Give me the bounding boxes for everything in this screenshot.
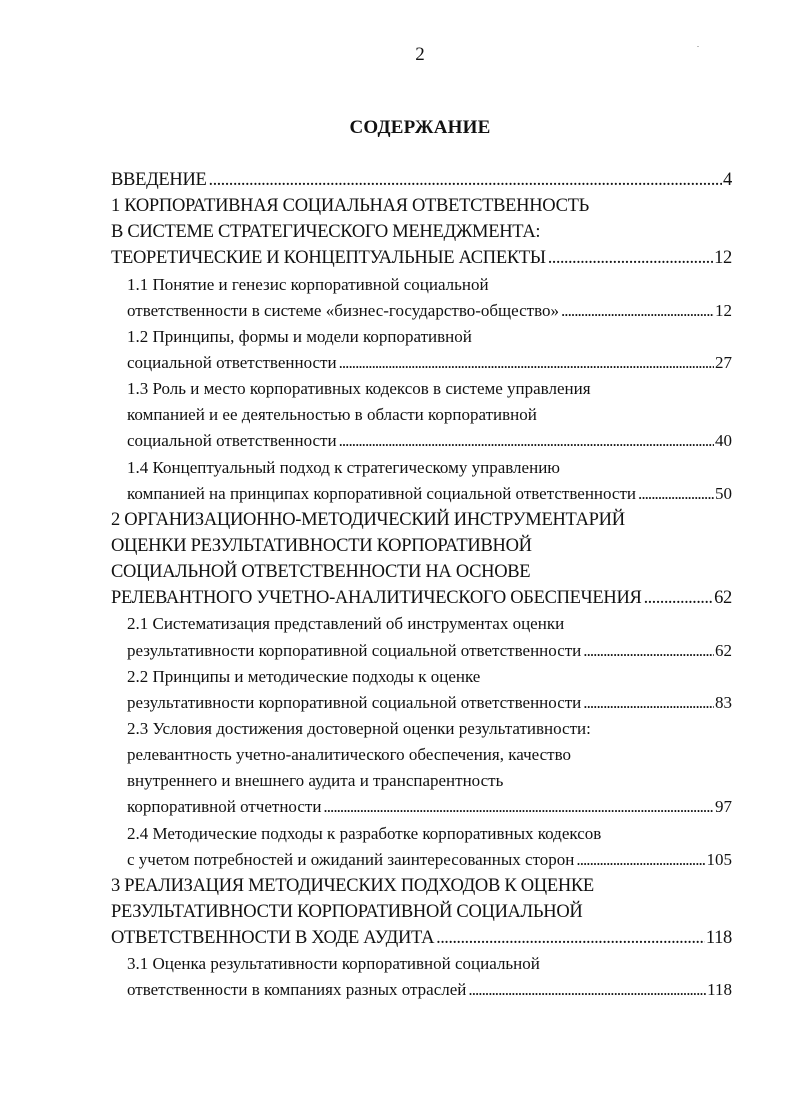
toc-page-number: 12 <box>714 248 732 269</box>
toc-page-number: 105 <box>706 849 732 869</box>
toc-chapter-line <box>111 925 732 951</box>
toc-page-number: 62 <box>714 588 732 609</box>
toc-entry-text: корпоративной отчетности <box>127 797 322 817</box>
toc-chapter-line <box>111 245 732 271</box>
toc-entry-text: ответственности в компаниях разных отраслей <box>127 980 467 1000</box>
toc-entry-text: РЕЛЕВАНТНОГО УЧЕТНО-АНАЛИТИЧЕСКОГО ОБЕСПЕЧЕНИЯ <box>111 588 642 609</box>
toc-entry-text: с учетом потребностей и ожиданий заинтересованных сторон <box>127 849 575 869</box>
toc-page-number: 118 <box>707 980 732 1000</box>
dot-leader <box>638 481 714 507</box>
toc-title: СОДЕРЖАНИЕ <box>349 117 491 138</box>
toc-entry-text: социальной ответственности <box>127 352 337 372</box>
toc-entry-text: ответственности в системе «бизнес-государство-общество» <box>127 300 559 320</box>
toc-subsection-line <box>111 298 732 324</box>
dot-leader <box>583 638 714 664</box>
toc-entry-text: ОТВЕТСТВЕННОСТИ В ХОДЕ АУДИТА <box>111 928 435 949</box>
toc-subsection-line: 2.1 Систематизация представлений об инструментах оценки <box>127 614 565 634</box>
toc-entry-text: ВВЕДЕНИЕ <box>111 170 207 190</box>
toc-subsection-line <box>111 847 732 873</box>
toc-entry-text: результативности корпоративной социальной ответственности <box>127 640 582 660</box>
toc-page-number: 4 <box>723 170 732 190</box>
toc-entry-text: результативности корпоративной социальной ответственности <box>127 692 582 712</box>
scan-speck: . <box>697 40 699 49</box>
toc-subsection-line: 1.4 Концептуальный подход к стратегическому управлению <box>127 457 560 477</box>
toc-entry-text: компанией на принципах корпоративной социальной ответственности <box>127 483 637 503</box>
toc-subsection-line <box>111 350 732 376</box>
dot-leader <box>468 977 706 1003</box>
toc-chapter-line: 3 РЕАЛИЗАЦИЯ МЕТОДИЧЕСКИХ ПОДХОДОВ К ОЦЕНКЕ <box>111 875 594 896</box>
dot-leader <box>323 794 714 820</box>
toc-chapter-line <box>111 167 732 193</box>
table-of-contents <box>111 167 732 1004</box>
toc-chapter-line: 1 КОРПОРАТИВНАЯ СОЦИАЛЬНАЯ ОТВЕТСТВЕННОСТЬ <box>111 196 589 217</box>
toc-subsection-line: 1.2 Принципы, формы и модели корпоративной <box>127 326 472 346</box>
dot-leader <box>561 298 714 324</box>
toc-page-number: 118 <box>705 928 732 949</box>
page-number: 2 <box>415 44 425 65</box>
toc-subsection-line: 2.3 Условия достижения достоверной оценки результативности: <box>127 718 591 738</box>
toc-page-number: 27 <box>715 352 732 372</box>
toc-chapter-line: 2 ОРГАНИЗАЦИОННО-МЕТОДИЧЕСКИЙ ИНСТРУМЕНТАРИЙ <box>111 509 625 530</box>
toc-chapter-line: В СИСТЕМЕ СТРАТЕГИЧЕСКОГО МЕНЕДЖМЕНТА: <box>111 222 541 243</box>
toc-subsection-line <box>111 794 732 820</box>
toc-subsection-line: релевантность учетно-аналитического обеспечения, качество <box>127 745 571 765</box>
toc-chapter-line <box>111 585 732 611</box>
toc-subsection-line: 1.3 Роль и место корпоративных кодексов в системе управления <box>127 379 591 399</box>
toc-entry-text: социальной ответственности <box>127 431 337 451</box>
toc-chapter-line: ОЦЕНКИ РЕЗУЛЬТАТИВНОСТИ КОРПОРАТИВНОЙ <box>111 535 532 556</box>
dot-leader <box>583 690 714 716</box>
dot-leader <box>209 167 723 193</box>
dot-leader <box>576 847 705 873</box>
dot-leader <box>339 350 714 376</box>
toc-page-number: 62 <box>715 640 732 660</box>
toc-page-number: 83 <box>715 692 732 712</box>
toc-subsection-line <box>111 481 732 507</box>
toc-subsection-line: 3.1 Оценка результативности корпоративной социальной <box>127 954 540 974</box>
toc-subsection-line <box>111 690 732 716</box>
toc-page-number: 97 <box>715 797 732 817</box>
dot-leader <box>644 585 714 611</box>
toc-page-number: 40 <box>715 431 732 451</box>
toc-subsection-line <box>111 428 732 454</box>
toc-subsection-line <box>111 977 732 1003</box>
toc-subsection-line: 2.4 Методические подходы к разработке корпоративных кодексов <box>127 823 602 843</box>
toc-chapter-line: СОЦИАЛЬНОЙ ОТВЕТСТВЕННОСТИ НА ОСНОВЕ <box>111 562 531 583</box>
dot-leader <box>548 245 713 271</box>
toc-subsection-line: 1.1 Понятие и генезис корпоративной социальной <box>127 274 489 294</box>
toc-subsection-line: 2.2 Принципы и методические подходы к оценке <box>127 666 481 686</box>
toc-page-number: 12 <box>715 300 732 320</box>
toc-page-number: 50 <box>715 483 732 503</box>
toc-subsection-line: внутреннего и внешнего аудита и транспарентность <box>127 771 504 791</box>
dot-leader <box>339 428 714 454</box>
toc-entry-text: ТЕОРЕТИЧЕСКИЕ И КОНЦЕПТУАЛЬНЫЕ АСПЕКТЫ <box>111 248 546 269</box>
toc-subsection-line <box>111 638 732 664</box>
toc-chapter-line: РЕЗУЛЬТАТИВНОСТИ КОРПОРАТИВНОЙ СОЦИАЛЬНОЙ <box>111 901 583 922</box>
toc-subsection-line: компанией и ее деятельностью в области корпоративной <box>127 405 537 425</box>
dot-leader <box>436 925 705 951</box>
